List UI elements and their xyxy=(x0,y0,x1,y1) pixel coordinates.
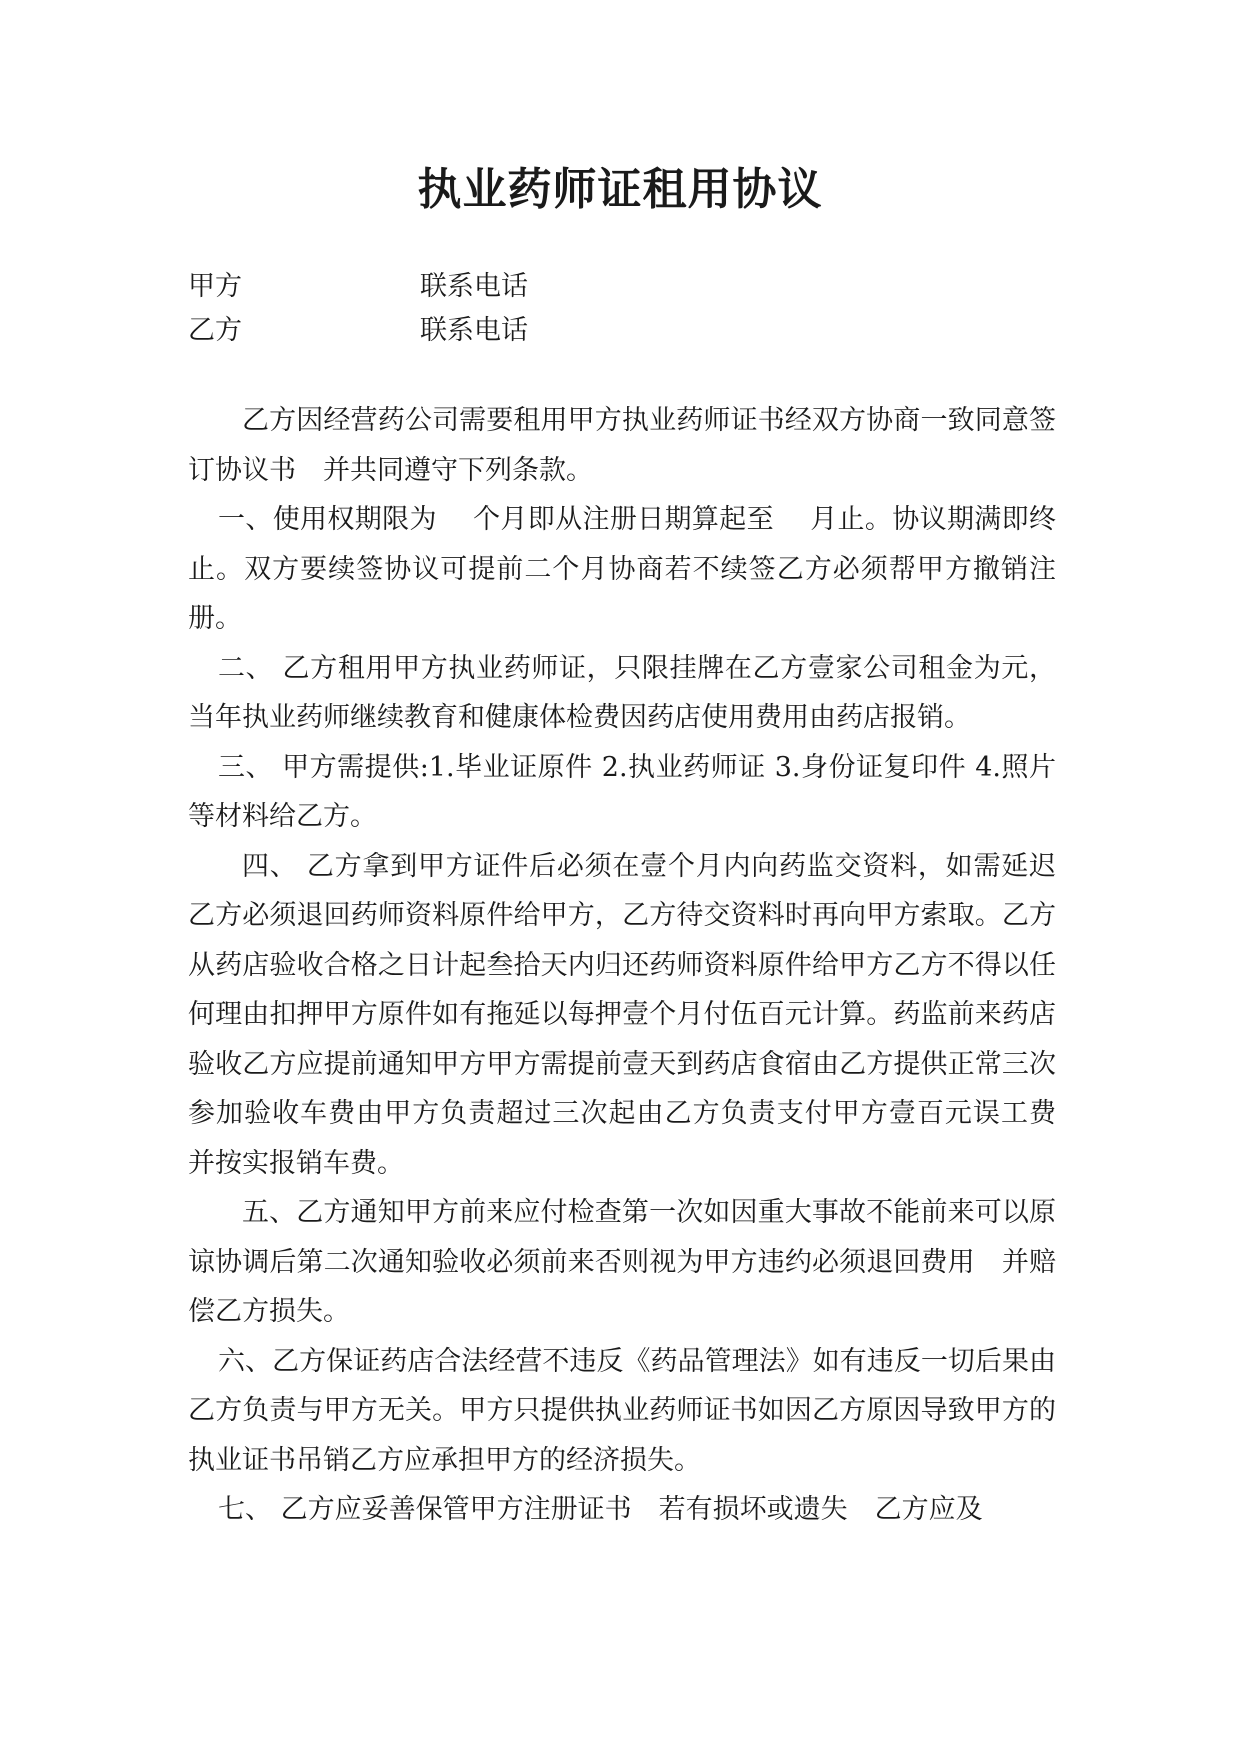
clause-5: 五、乙方通知甲方前来应付检查第一次如因重大事故不能前来可以原谅协调后第二次通知验收必须前来否则视为甲方违约必须退回费用 并赔偿乙方损失。 xyxy=(188,1197,1056,1327)
clause-7: 七、 乙方应妥善保管甲方注册证书 若有损坏或遗失 乙方应及 xyxy=(218,1494,983,1525)
clause-3: 三、 甲方需提供:1.毕业证原件 2.执业药师证 3.身份证复印件 4.照片等材料给乙方。 xyxy=(188,751,1056,832)
intro-paragraph: 乙方因经营药公司需要租用甲方执业药师证书经双方协商一致同意签订协议书 并共同遵守下列条款。 xyxy=(188,405,1056,486)
clause-6: 六、乙方保证药店合法经营不违反《药品管理法》如有违反一切后果由乙方负责与甲方无关。甲方只提供执业药师证书如因乙方原因导致甲方的执业证书吊销乙方应承担甲方的经济损失。 xyxy=(188,1345,1056,1476)
clause-2: 二、 乙方租用甲方执业药师证，只限挂牌在乙方壹家公司租金为元，当年执业药师继续教育和健康体检费因药店使用费用由药店报销。 xyxy=(188,652,1056,733)
document-title: 执业药师证租用协议 xyxy=(417,164,823,215)
party-b-label: 乙方 xyxy=(188,315,242,346)
party-a-label: 甲方 xyxy=(188,271,242,302)
party-a-phone-label: 联系电话 xyxy=(420,271,528,302)
agreement-body xyxy=(188,396,1083,1535)
clause-1: 一、使用权期限为 个月即从注册日期算起至 月止。协议期满即终止。双方要续签协议可提前二个月协商若不续签乙方必须帮甲方撤销注册。 xyxy=(188,504,1056,634)
party-b-phone-label: 联系电话 xyxy=(420,315,528,346)
clause-4: 四、 乙方拿到甲方证件后必须在壹个月内向药监交资料，如需延迟乙方必须退回药师资料原件给甲方，乙方待交资料时再向甲方索取。乙方从药店验收合格之日计起叁拾天内归还药师资料原件给甲方乙方不得以任何理由扣押甲方原件如有拖延以每押壹个月付伍百元计算。药监前来药店验收乙方应提前通知甲方甲方需提前壹天到药店食宿由乙方提供正常三次参加验收车费由甲方负责超过三次起由乙方负责支付甲方壹百元误工费 并按实报销车费。 xyxy=(188,850,1083,1179)
